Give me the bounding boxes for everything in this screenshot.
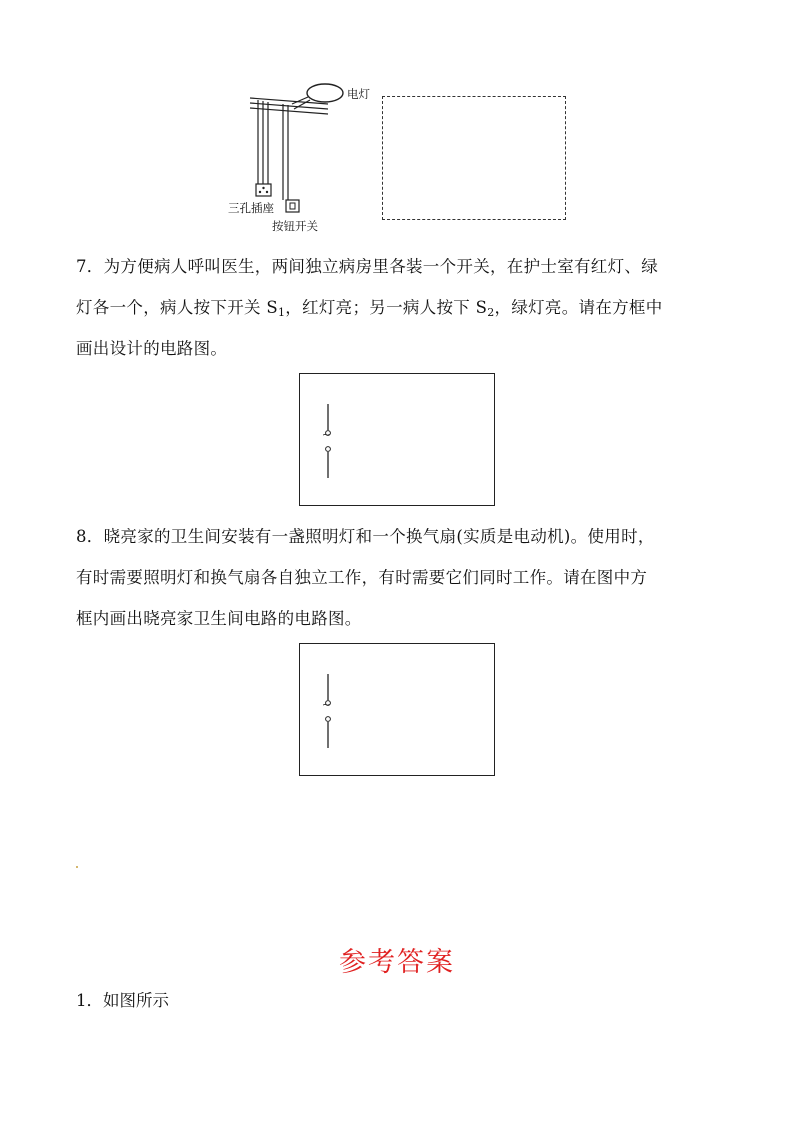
q7-sub-2: 2: [487, 306, 495, 319]
q8-drawing-box[interactable]: [299, 643, 495, 776]
drawing-area-dashed[interactable]: [382, 96, 566, 220]
question-8-line-3: 框内画出晓亮家卫生间电路的电路图。: [76, 609, 362, 628]
question-7-line-1: 7．为方便病人呼叫医生，两间独立病房里各装一个开关，在护士室有红灯、绿: [76, 257, 658, 276]
ac-source-tilde: ~: [322, 430, 331, 441]
question-7: [76, 246, 726, 369]
stray-dot: [76, 866, 78, 868]
ac-source-symbol: [318, 402, 338, 482]
q7-text-a: 灯各一个，病人按下开关 S: [76, 298, 278, 317]
socket-label: 三孔插座: [228, 201, 274, 215]
ac-source-symbol: [318, 672, 338, 752]
q7-sub-1: 1: [277, 306, 286, 319]
answers-title: 参考答案: [339, 947, 455, 978]
question-8-line-1: 8．晓亮家的卫生间安装有一盏照明灯和一个换气扇(实质是电动机)。使用时，: [76, 527, 655, 546]
question-8: [76, 516, 726, 639]
question-8-line-2: 有时需要照明灯和换气扇各自独立工作，有时需要它们同时工作。请在图中方: [76, 568, 648, 587]
ac-source-tilde: ~: [322, 700, 331, 711]
answer-1: 1．如图所示: [76, 991, 169, 1010]
q7-text-b: ，红灯亮；另一病人按下 S: [285, 298, 488, 317]
question-7-line-2: [76, 287, 726, 328]
q7-drawing-box[interactable]: [299, 373, 495, 506]
question-7-line-3: 画出设计的电路图。: [76, 339, 228, 358]
q7-text-c: ，绿灯亮。请在方框中: [494, 298, 663, 317]
switch-label: 按钮开关: [272, 219, 318, 233]
lamp-label: 电灯: [347, 87, 370, 101]
